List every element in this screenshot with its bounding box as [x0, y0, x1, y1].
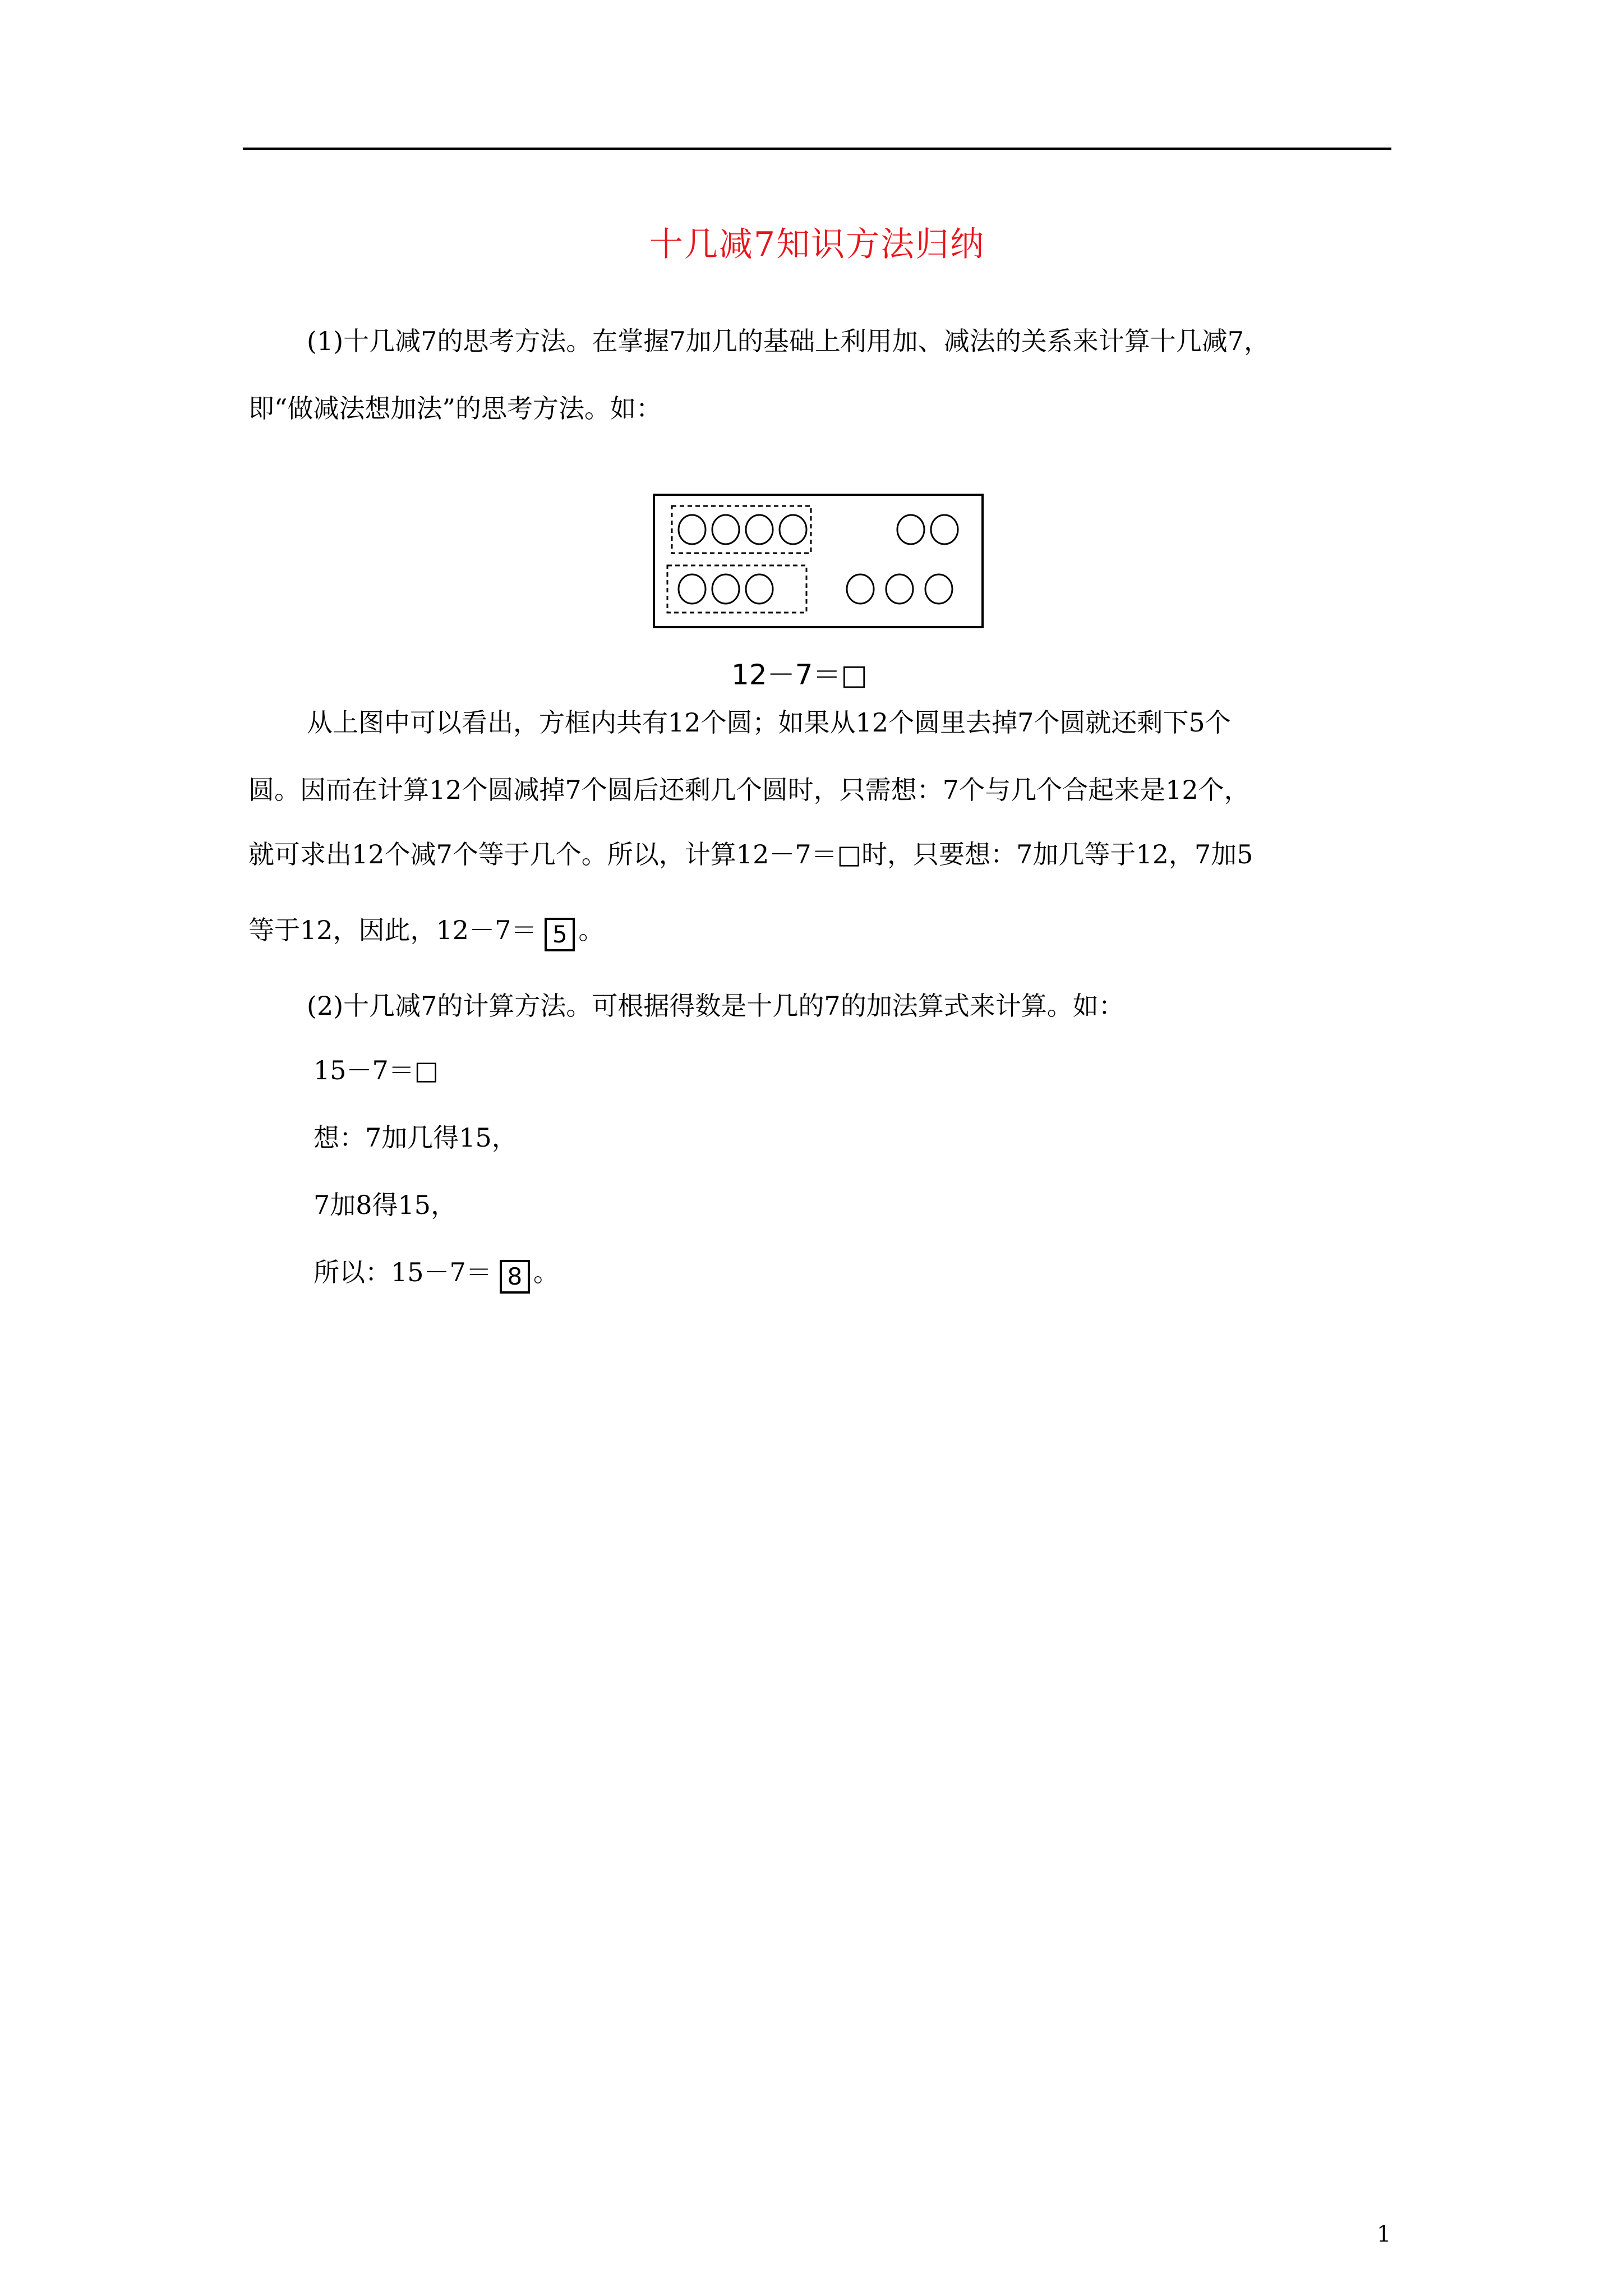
- document-title: 十几减7知识方法归纳: [649, 225, 985, 264]
- section2-conclusion: [313, 1259, 559, 1294]
- header-rule: [243, 148, 1391, 150]
- circle-bottom-4: [847, 574, 874, 604]
- dashed-group-top: [672, 506, 811, 553]
- section2-think2: 7加8得15，: [313, 1190, 457, 1220]
- explanation-line3: 就可求出12个减7个等于几个。所以，计算12－7＝□时，只要想：7加几等于12，7加5: [248, 839, 1253, 869]
- circle-bottom-2: [712, 574, 739, 604]
- circle-bottom-1: [679, 574, 706, 604]
- page-number: 1: [1377, 2221, 1391, 2247]
- section2-think1: 想：7加几得15，: [313, 1122, 518, 1153]
- circle-top-4: [780, 515, 806, 544]
- circle-top-1: [679, 515, 706, 544]
- dashed-group-bottom: [667, 565, 806, 613]
- figure-equation: 12－7＝□: [731, 659, 868, 691]
- explanation-line4-suffix: 。: [578, 915, 605, 945]
- circle-diagram: [653, 494, 984, 628]
- section2-equation: 15－7＝□: [313, 1055, 439, 1085]
- answer-box-8: 8: [500, 1260, 530, 1294]
- explanation-line4: [248, 917, 604, 951]
- section2-conclusion-suffix: 。: [533, 1257, 559, 1287]
- circle-top-5: [897, 515, 924, 544]
- explanation-line1: 从上图中可以看出，方框内共有12个圆；如果从12个圆里去掉7个圆就还剩下5个: [307, 707, 1231, 738]
- section1-line1: (1)十几减7的思考方法。在掌握7加几的基础上利用加、减法的关系来计算十几减7，: [307, 326, 1270, 356]
- section2-conclusion-prefix: 所以：15－7＝: [313, 1257, 492, 1287]
- circle-bottom-3: [746, 574, 773, 604]
- explanation-line2: 圆。因而在计算12个圆减掉7个圆后还剩几个圆时，只需想：7个与几个合起来是12个，: [248, 775, 1250, 805]
- circle-bottom-6: [925, 574, 952, 604]
- circle-top-2: [712, 515, 739, 544]
- section2-line1: (2)十几减7的计算方法。可根据得数是十几的7的加法算式来计算。如：: [307, 991, 1124, 1021]
- circle-top-3: [746, 515, 773, 544]
- explanation-line4-prefix: 等于12，因此，12－7＝: [248, 915, 537, 945]
- circle-top-6: [931, 515, 958, 544]
- section1-line2: 即“做减法想加法”的思考方法。如：: [248, 393, 662, 424]
- circle-bottom-5: [886, 574, 913, 604]
- answer-box-5: 5: [545, 918, 575, 951]
